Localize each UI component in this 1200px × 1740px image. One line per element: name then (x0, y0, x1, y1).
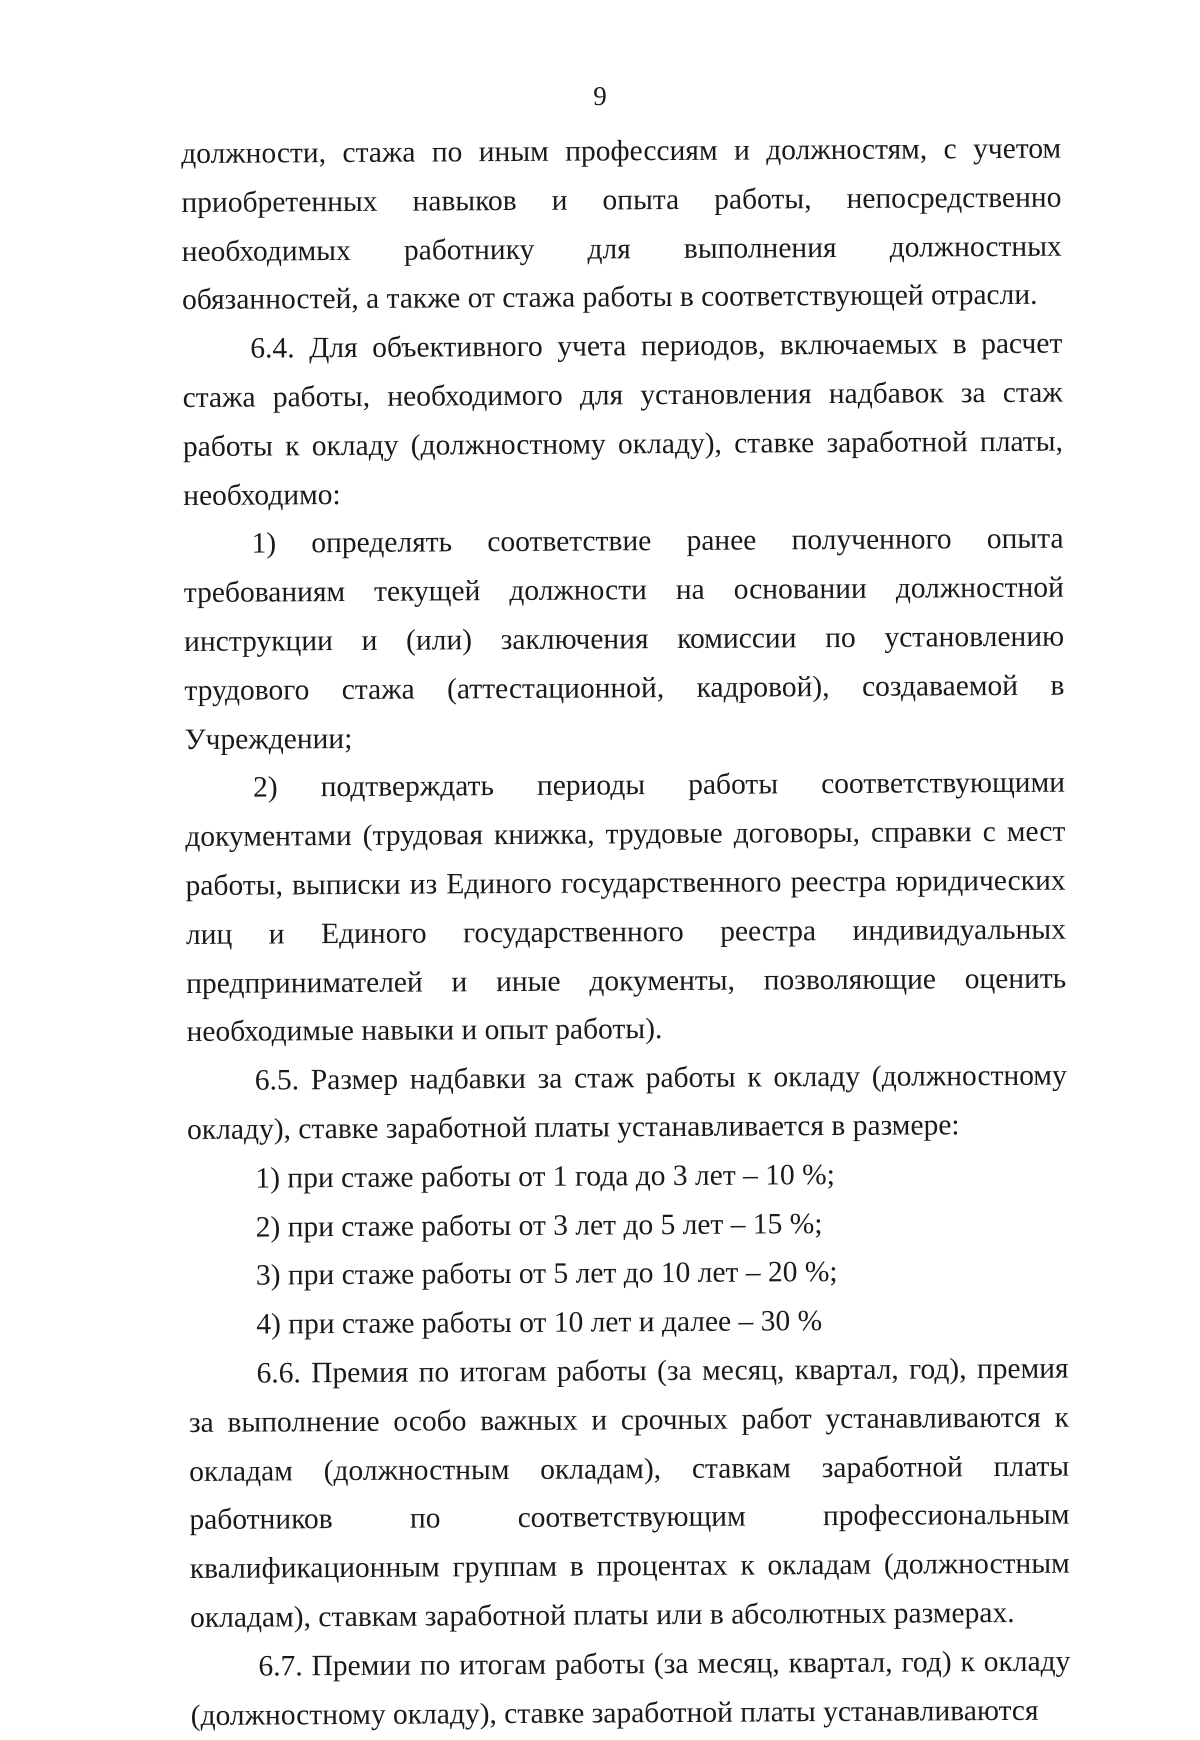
paragraph-6-5-item-4: 4) при стаже работы от 10 лет и далее – 30 % (256, 1305, 823, 1341)
paragraph-6-5: 6.5. Размер надбавки за стаж работы к окладу (должностному окладу), ставке заработной платы устанавливается в размере: (187, 1059, 1067, 1146)
paragraph-6-5-item-3: 3) при стаже работы от 5 лет до 10 лет – 20 %; (255, 1256, 838, 1292)
paragraph-6-7: 6.7. Премии по итогам работы (за месяц, квартал, год) к окладу (должностному окладу), ставке заработной платы устанавливаются (190, 1645, 1071, 1732)
paragraph-continuation: должности, стажа по иным профессиям и должностям, с учетом приобретенных навыков и опыта работы, непосредственно необходимых работнику для выполнения должностных обязанностей, а также от стажа работы в соответствующей отрасли. (181, 132, 1062, 317)
paragraph-6-4: 6.4. Для объективного учета периодов, включаемых в расчет стажа работы, необходимого для установления надбавок за стаж работы к окладу (должностному окладу), ставке заработной платы, необходимо: (182, 327, 1064, 512)
paragraph-6-4-item-2: 2) подтверждать периоды работы соответствующими документами (трудовая книжка, трудовые договоры, справки с мест работы, выписки из Единого государственного реестра юридических лиц и Единого государственного реестра индивидуальных предпринимателей и иные документы, позволяющие оценить необходимые навыки и опыт работы). (185, 766, 1067, 1049)
paragraph-6-5-item-1: 1) при стаже работы от 1 года до 3 лет – 10 %; (255, 1158, 835, 1195)
paragraph-6-4-item-1: 1) определять соответствие ранее полученного опыта требованиям текущей должности на основании должностной инструкции и (или) заключения комиссии по установлению трудового стажа (аттестационной, кадровой), создаваемой в Учреждении; (183, 522, 1065, 756)
paragraph-6-6: 6.6. Премия по итогам работы (за месяц, квартал, год), премия за выполнение особо важных и срочных работ устанавливаются к окладам (должностным окладам), ставкам заработной платы работников по соответствующим профессиональным квалификационным группам в процентах к окладам (должностным окладам), ставкам заработной платы или в абсолютных размерах. (188, 1352, 1070, 1634)
paragraph-6-5-item-2: 2) при стаже работы от 3 лет до 5 лет – 15 %; (255, 1207, 823, 1244)
document-body (181, 125, 1071, 1740)
page-number: 9 (593, 81, 607, 111)
